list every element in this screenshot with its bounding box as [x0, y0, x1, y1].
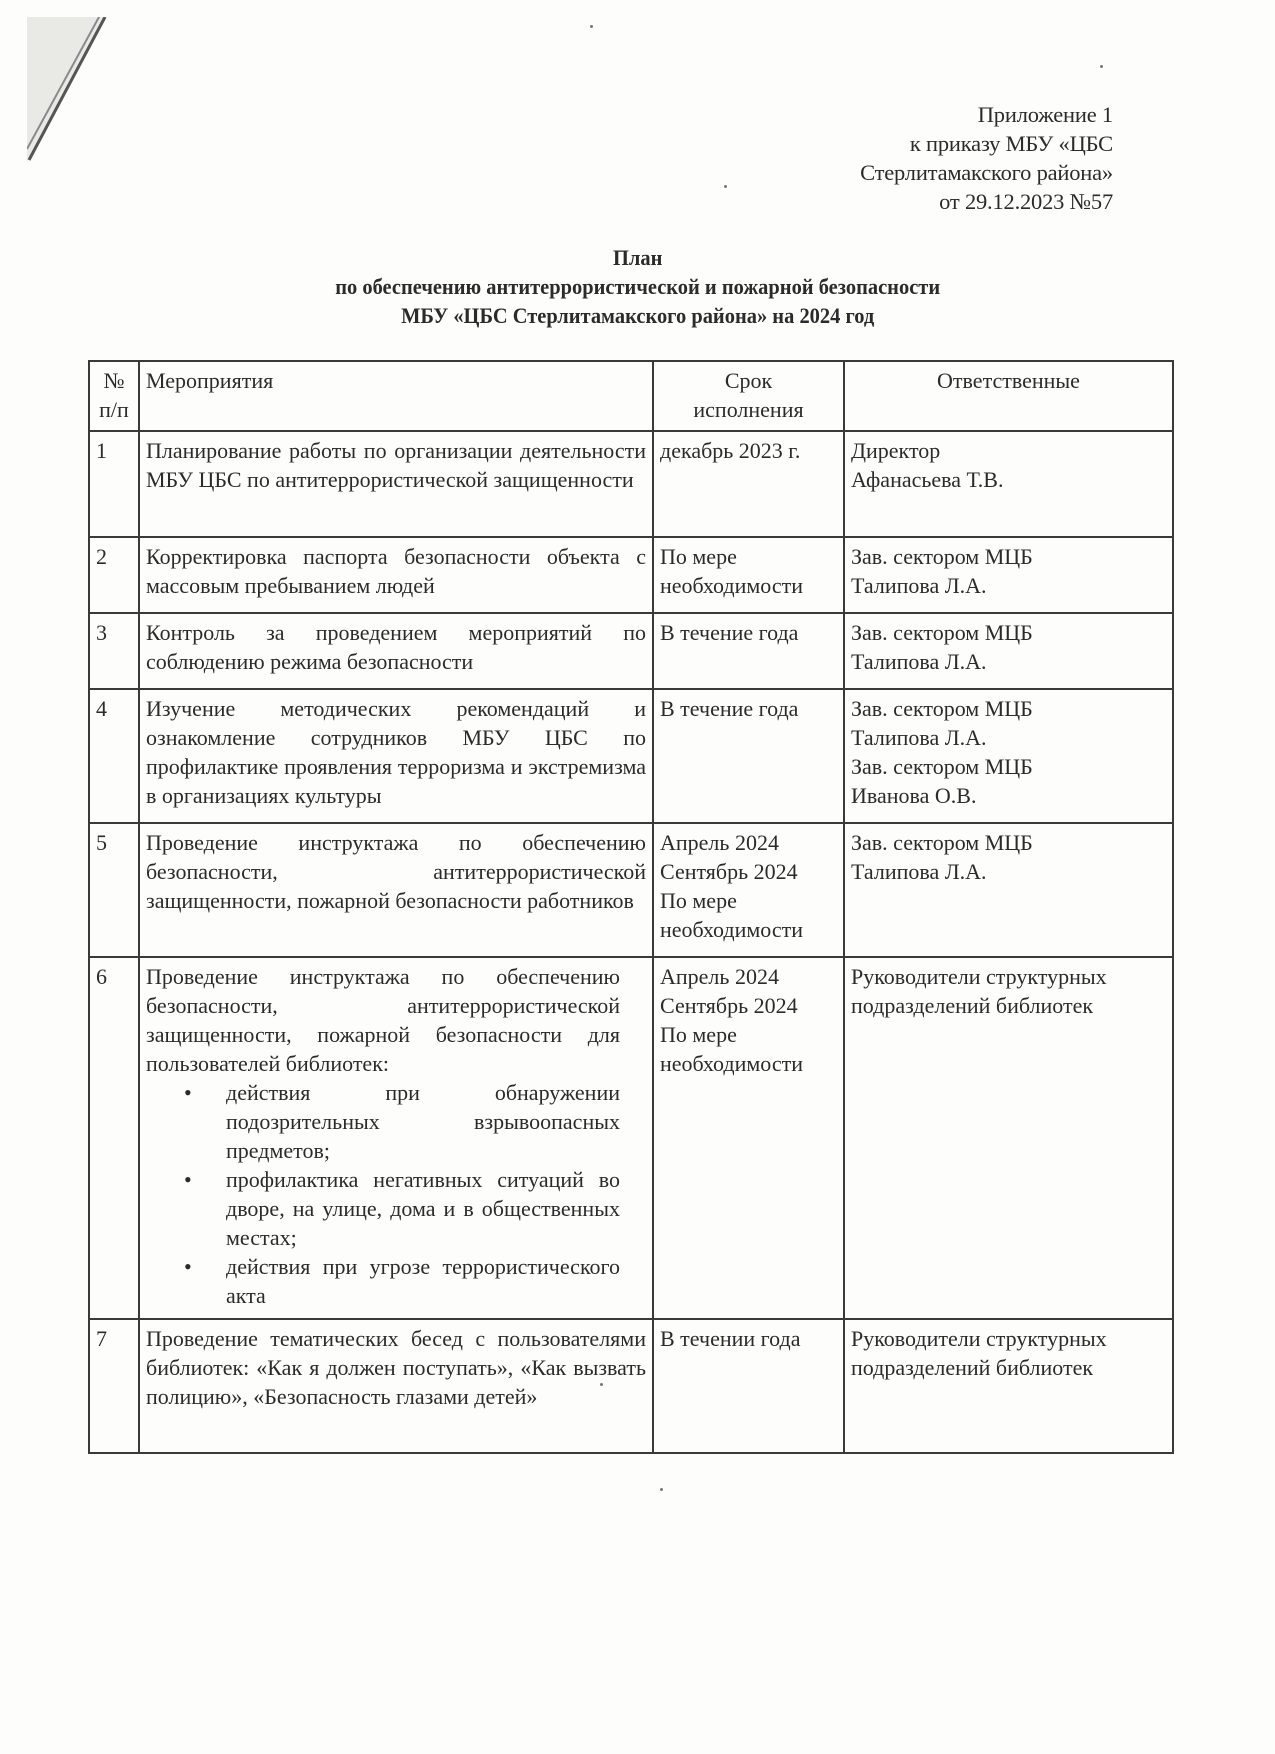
responsible-line: Зав. сектором МЦБ — [851, 544, 1033, 569]
document-title — [45, 243, 1231, 330]
bullet-item: • действия при обнаружении подозрительных взрывоопасных предметов; — [186, 1078, 620, 1165]
row-num: 1 — [89, 431, 139, 537]
term-line: В течении года — [660, 1326, 801, 1351]
term-line: необходимости — [660, 917, 804, 942]
responsible-line: Талипова Л.А. — [851, 573, 987, 598]
row-responsible — [844, 537, 1173, 613]
row-activity: Проведение тематических бесед с пользователями библиотек: «Как я должен поступать», «Как вызвать полицию», «Безопасность глазами детей» — [139, 1319, 653, 1453]
bullet-item: • профилактика негативных ситуаций во дворе, на улице, дома и в общественных местах; — [186, 1165, 620, 1252]
row-term — [653, 613, 844, 689]
term-line: По мере — [660, 1022, 737, 1047]
row-activity: Контроль за проведением мероприятий по соблюдению режима безопасности — [139, 613, 653, 689]
scan-speck — [590, 25, 593, 28]
row-num: 2 — [89, 537, 139, 613]
header-num-line: п/п — [99, 397, 129, 422]
term-line: декабрь 2023 г. — [660, 438, 801, 463]
title-line: МБУ «ЦБС Стерлитамакского района» на 2024 год — [401, 303, 875, 328]
row-num: 3 — [89, 613, 139, 689]
scan-edge-artifact — [27, 17, 107, 162]
row-num: 6 — [89, 957, 139, 1319]
responsible-line: Руководители структурных — [851, 964, 1107, 989]
responsible-line: подразделений библиотек — [851, 1355, 1094, 1380]
term-line: По мере — [660, 888, 737, 913]
header-num-line: № — [103, 368, 125, 393]
header-term — [653, 361, 844, 431]
row-num: 4 — [89, 689, 139, 823]
row-term — [653, 957, 844, 1319]
title-line: по обеспечению антитеррористической и пожарной безопасности — [335, 274, 941, 299]
responsible-line: Зав. сектором МЦБ — [851, 754, 1033, 779]
table-row — [89, 957, 1173, 1319]
row-responsible — [844, 689, 1173, 823]
header-activity: Мероприятия — [139, 361, 653, 431]
appendix-line: от 29.12.2023 №57 — [939, 189, 1113, 214]
row-term — [653, 823, 844, 957]
scan-speck — [660, 1488, 663, 1491]
row-responsible — [844, 431, 1173, 537]
row-responsible — [844, 957, 1173, 1319]
responsible-line: Талипова Л.А. — [851, 859, 987, 884]
activity-bullet-list — [146, 1078, 620, 1310]
responsible-line: Директор — [851, 438, 941, 463]
term-line: необходимости — [660, 1051, 804, 1076]
term-line: Апрель 2024 — [660, 964, 779, 989]
table-row — [89, 431, 1173, 537]
row-responsible — [844, 823, 1173, 957]
activity-intro: Проведение инструктажа по обеспечению безопасности, антитеррористической защищенности, пожарной безопасности для пользователей библиотек: — [146, 964, 620, 1076]
table-row — [89, 823, 1173, 957]
row-responsible — [844, 1319, 1173, 1453]
responsible-line: Талипова Л.А. — [851, 649, 987, 674]
responsible-line: подразделений библиотек — [851, 993, 1094, 1018]
term-line: По мере — [660, 544, 737, 569]
row-activity: Корректировка паспорта безопасности объекта с массовым пребыванием людей — [139, 537, 653, 613]
responsible-line: Руководители структурных — [851, 1326, 1107, 1351]
term-line: В течение года — [660, 620, 799, 645]
row-num: 5 — [89, 823, 139, 957]
responsible-line: Афанасьева Т.В. — [851, 467, 1004, 492]
row-term — [653, 537, 844, 613]
row-activity: Планирование работы по организации деятельности МБУ ЦБС по антитеррористической защищенности — [139, 431, 653, 537]
table-header-row — [89, 361, 1173, 431]
term-line: Сентябрь 2024 — [660, 993, 798, 1018]
plan-table — [88, 360, 1174, 1454]
header-responsible: Ответственные — [844, 361, 1173, 431]
row-term — [653, 431, 844, 537]
responsible-line: Иванова О.В. — [851, 783, 977, 808]
appendix-line: к приказу МБУ «ЦБС — [909, 131, 1113, 156]
header-term-line: Срок — [724, 368, 773, 393]
term-line: В течение года — [660, 696, 799, 721]
table-row — [89, 1319, 1173, 1453]
row-activity: Изучение методических рекомендаций и ознакомление сотрудников МБУ ЦБС по профилактике проявления терроризма и экстремизма в организациях культуры — [139, 689, 653, 823]
header-term-line: исполнения — [693, 397, 804, 422]
title-line: План — [612, 245, 663, 270]
table-row — [89, 537, 1173, 613]
term-line: необходимости — [660, 573, 804, 598]
scan-speck — [724, 185, 727, 188]
row-responsible — [844, 613, 1173, 689]
bullet-item: • действия при угрозе террористического акта — [186, 1252, 620, 1310]
responsible-line: Зав. сектором МЦБ — [851, 830, 1033, 855]
responsible-line: Зав. сектором МЦБ — [851, 696, 1033, 721]
table-row — [89, 689, 1173, 823]
header-num — [89, 361, 139, 431]
appendix-line: Приложение 1 — [977, 102, 1113, 127]
appendix-reference — [860, 100, 1113, 216]
responsible-line: Зав. сектором МЦБ — [851, 620, 1033, 645]
scan-speck — [1100, 65, 1103, 68]
table-row — [89, 613, 1173, 689]
responsible-line: Талипова Л.А. — [851, 725, 987, 750]
row-term — [653, 1319, 844, 1453]
row-term — [653, 689, 844, 823]
term-line: Апрель 2024 — [660, 830, 779, 855]
row-activity — [139, 957, 653, 1319]
row-activity: Проведение инструктажа по обеспечению безопасности, антитеррористической защищенности, пожарной безопасности работников — [139, 823, 653, 957]
appendix-line: Стерлитамакского района» — [860, 160, 1113, 185]
row-num: 7 — [89, 1319, 139, 1453]
term-line: Сентябрь 2024 — [660, 859, 798, 884]
